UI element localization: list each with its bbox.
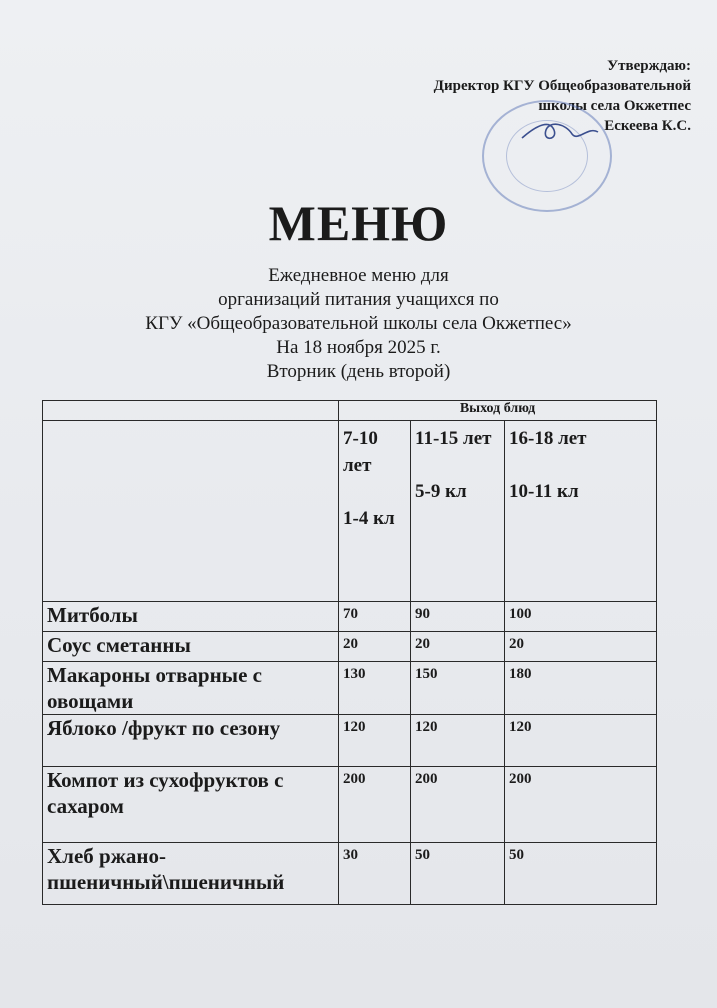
approval-position: Директор КГУ Общеобразовательной <box>433 78 691 94</box>
dish-name: Яблоко /фрукт по сезону <box>43 715 339 767</box>
portion-value: 70 <box>339 602 411 632</box>
portion-value: 100 <box>505 602 657 632</box>
portion-value: 50 <box>505 843 657 905</box>
age-group-2: 11-15 лет 5-9 кл <box>411 421 505 602</box>
dish-name: Хлеб ржано-пшеничный\пшеничный <box>43 843 339 905</box>
portion-value: 200 <box>339 767 411 843</box>
table-row <box>43 632 657 662</box>
handwritten-signature <box>520 116 600 146</box>
age-blank-cell <box>43 421 339 602</box>
portion-value: 200 <box>411 767 505 843</box>
menu-table <box>42 400 657 905</box>
approval-signatory: Ескеева К.С. <box>604 118 691 134</box>
subtitle-line-2: организаций питания учащихся по <box>218 289 499 310</box>
portion-value: 130 <box>339 662 411 715</box>
yield-header: Выход блюд <box>339 401 657 421</box>
portion-value: 50 <box>411 843 505 905</box>
portion-value: 120 <box>505 715 657 767</box>
dish-name: Макароны отварные с овощами <box>43 662 339 715</box>
table-row <box>43 767 657 843</box>
header-blank-cell <box>43 401 339 421</box>
table-row <box>43 602 657 632</box>
portion-value: 30 <box>339 843 411 905</box>
portion-value: 200 <box>505 767 657 843</box>
menu-description <box>0 264 717 384</box>
age-group-1: 7-10 лет 1-4 кл <box>339 421 411 602</box>
age-group-3: 16-18 лет 10-11 кл <box>505 421 657 602</box>
approval-heading: Утверждаю: <box>607 58 691 74</box>
portion-value: 180 <box>505 662 657 715</box>
portion-value: 150 <box>411 662 505 715</box>
portion-value: 20 <box>411 632 505 662</box>
dish-name: Соус сметанны <box>43 632 339 662</box>
dish-name: Компот из сухофруктов с сахаром <box>43 767 339 843</box>
portion-value: 20 <box>505 632 657 662</box>
subtitle-date: На 18 ноября 2025 г. <box>276 337 441 358</box>
table-row <box>43 715 657 767</box>
subtitle-line-3: КГУ «Общеобразовательной школы села Окжетпес» <box>145 313 572 334</box>
page-title: МЕНЮ <box>268 195 449 251</box>
subtitle-line-1: Ежедневное меню для <box>268 265 449 286</box>
portion-value: 20 <box>339 632 411 662</box>
age-group-row <box>43 421 657 602</box>
table-header-row <box>43 401 657 421</box>
table-row <box>43 662 657 715</box>
subtitle-day: Вторник (день второй) <box>266 361 451 382</box>
table-row <box>43 843 657 905</box>
portion-value: 90 <box>411 602 505 632</box>
portion-value: 120 <box>411 715 505 767</box>
approval-organization: школы села Окжетпес <box>538 98 691 114</box>
dish-name: Митболы <box>43 602 339 632</box>
portion-value: 120 <box>339 715 411 767</box>
